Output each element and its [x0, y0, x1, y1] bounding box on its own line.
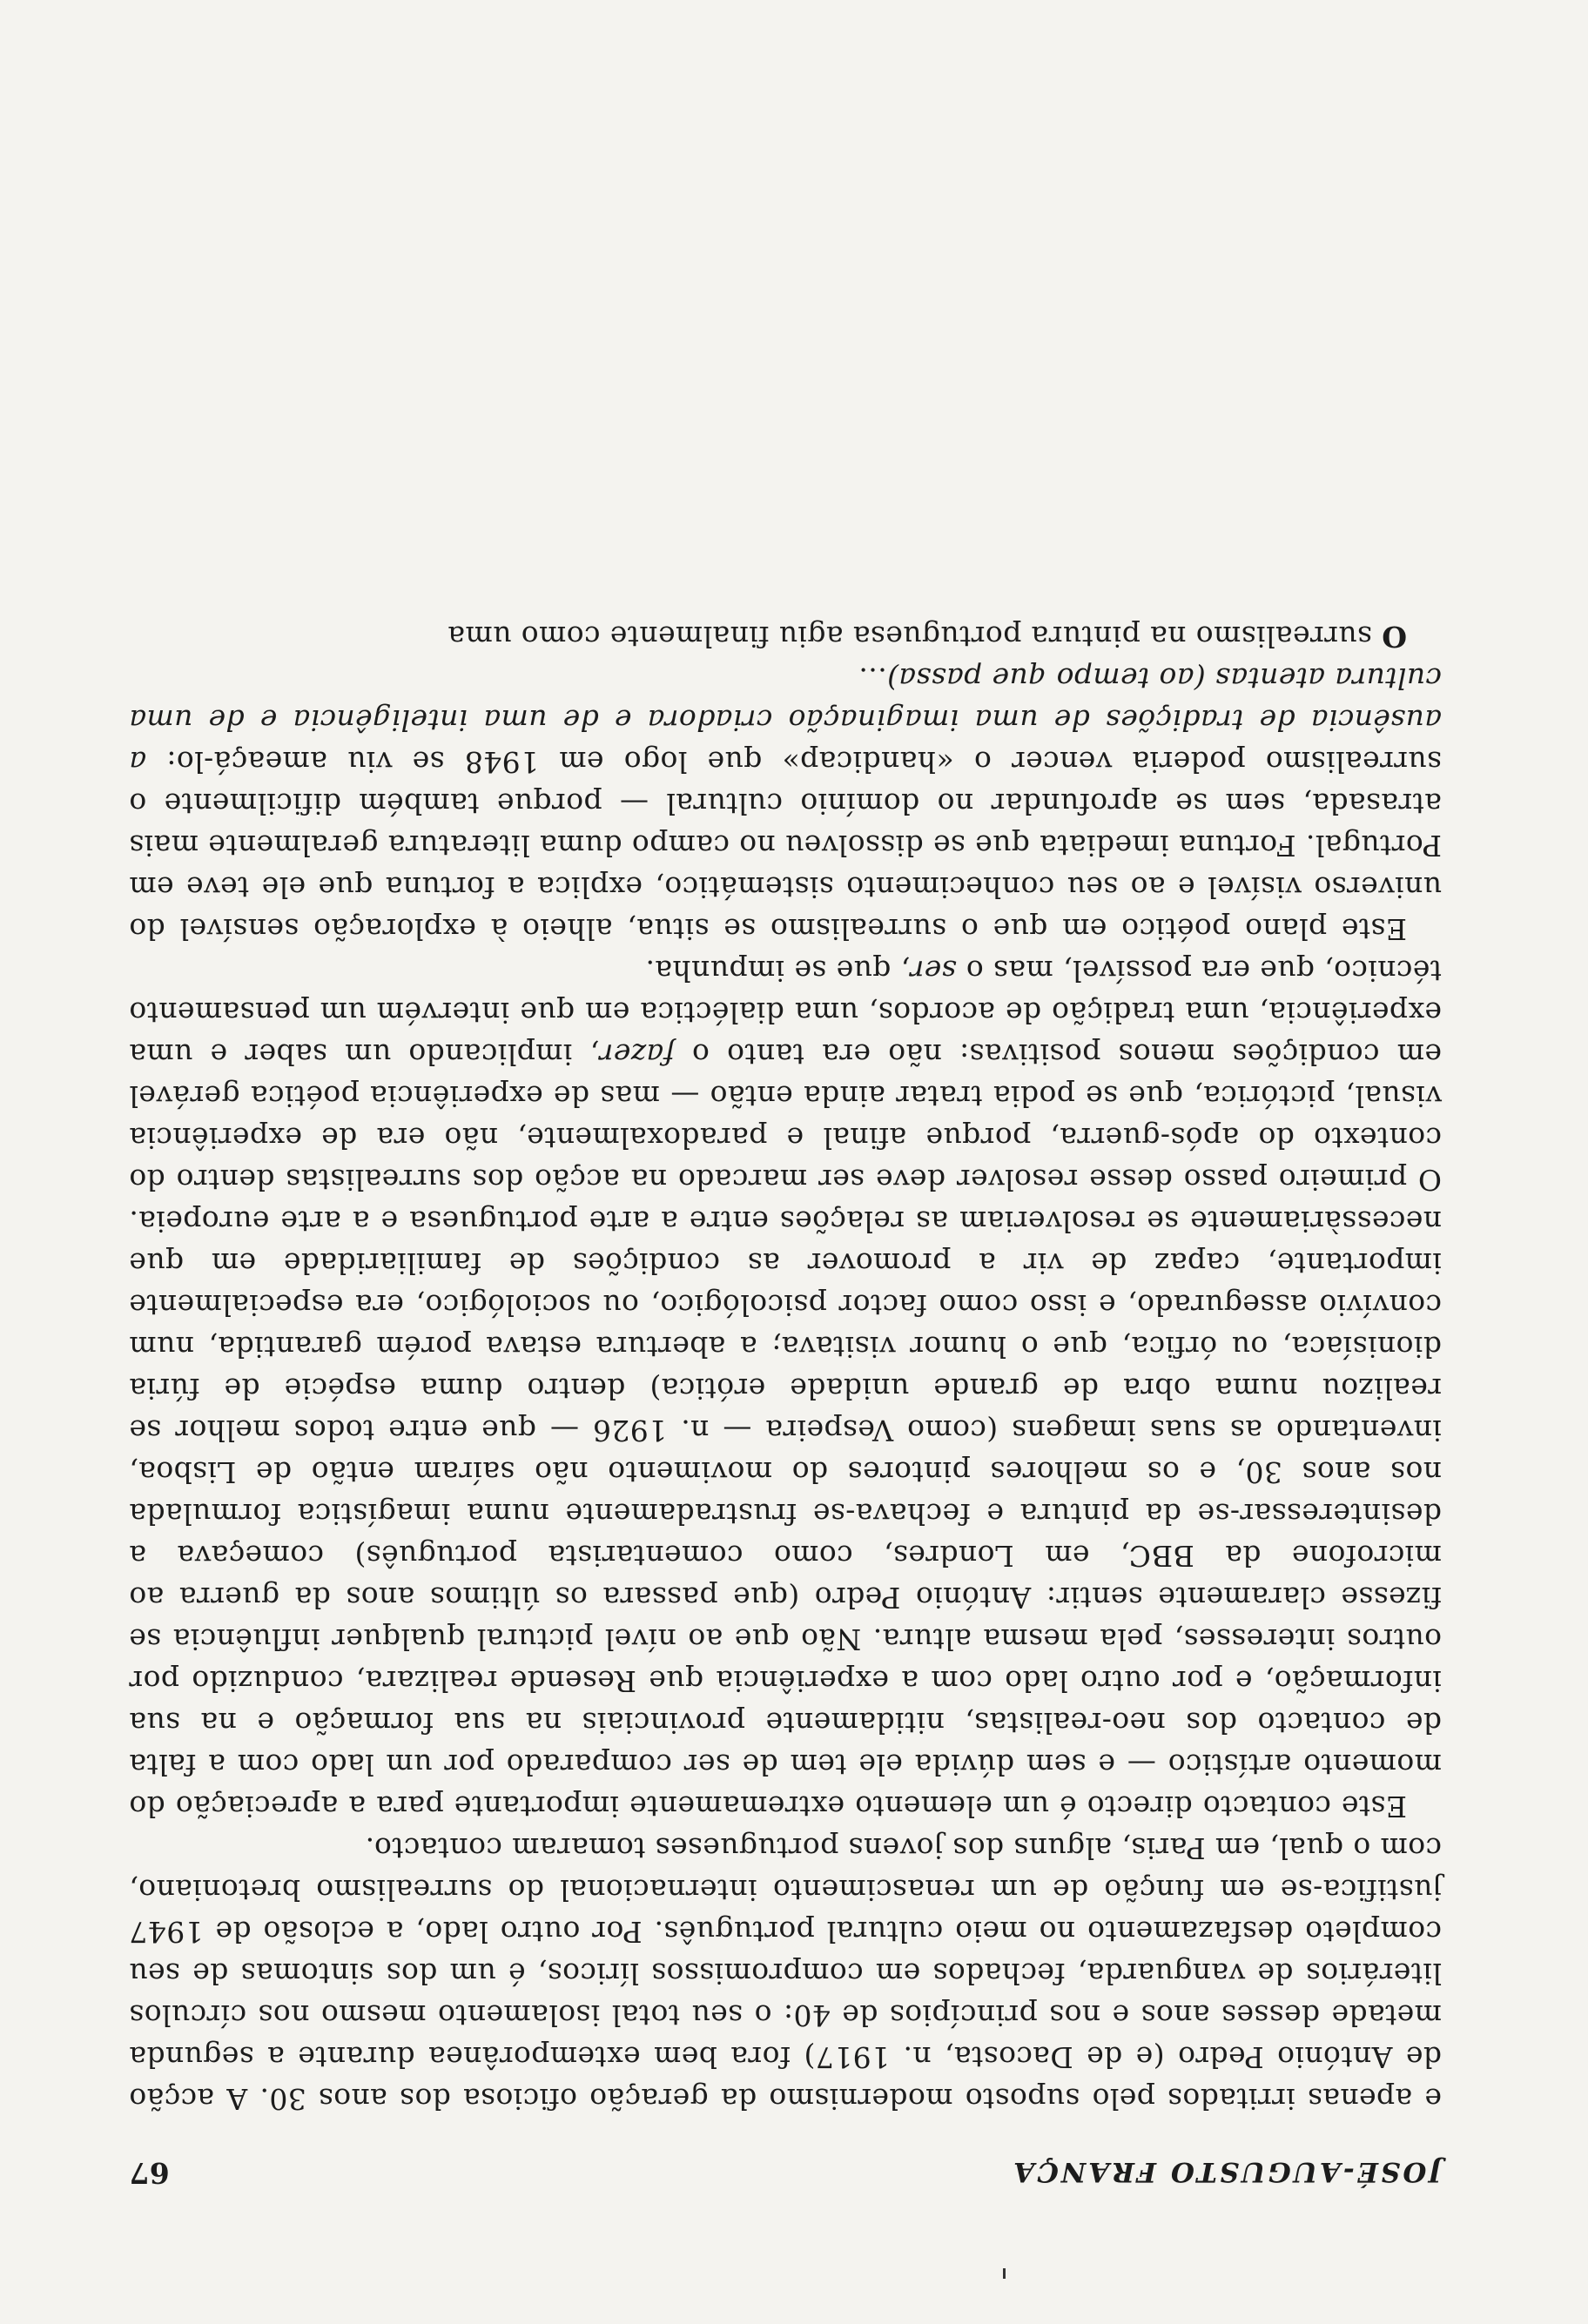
running-head-author: JOSÉ-AUGUSTO FRANÇA: [1011, 2156, 1442, 2187]
paragraph-2: [129, 950, 1442, 1827]
page-text-block: [129, 615, 1442, 2193]
paragraph-2-italic-ser: ser: [910, 954, 957, 988]
paragraph-2-end: , que se impunha.: [645, 954, 911, 988]
page-number: 67: [129, 2156, 170, 2190]
paragraph-3-text: Este plano poético em que o surrealismo se situa, alheio à exploração sensível do universo visível e ao seu conhecimento sistemático, explica a fortuna que ele teve em Portugal. Fortuna imediata que se dissolveu no campo duma literatura geralmente mais atrasada, sem se aprofundar no domínio cultural — porque também dificilmente o surrealismo poderia vencer o «handicap» que logo em 1948 se viu ameaçá-lo:: [129, 745, 1442, 946]
paragraph-1: e apenas irritados pelo suposto modernismo da geração oficiosa dos anos 30. A acção de António Pedro (e de Dacosta, n. 1917) fora bem extemporânea durante a segunda metade desses anos e nos princípios de 40: o seu total isolamento mesmo nos círculos literários de vanguarda, fechados em compromissos líricos, é um dos sintomas de seu completo desfazamento no meio cultural português. Por outro lado, a eclosão de 1947 justifica-se em função de um renascimento internacional do surrealismo bretoniano, com o qual, em Paris, alguns dos jovens portugueses tomaram contacto.: [129, 1831, 1442, 2116]
paragraph-3-ellipsis: ...: [858, 662, 887, 695]
running-head: [129, 2151, 1442, 2193]
paragraph-4: [129, 615, 1442, 657]
paragraph-4-initial: O: [1381, 620, 1407, 654]
paragraph-2-italic-fazer: fazer: [599, 1038, 675, 1071]
paragraph-2-mid: , implicando um saber e uma experiência, uma tradição de acordos, uma dialéctica em que intervém um pensamento técnico, que era possível, mas o: [128, 954, 1442, 1071]
paragraph-4-text: surrealismo na pintura portuguesa agiu finalmente como uma: [447, 620, 1372, 654]
paragraph-3-italic-quote: a ausência de tradições de uma imaginação criadora e de uma inteligência e de uma cultura atentas (ao tempo que passa): [129, 662, 1442, 779]
paragraph-3: [129, 657, 1442, 950]
scan-speck: [1003, 2268, 1006, 2279]
paragraph-2-text: Este contacto directo é um elemento extremamente importante para a apreciação do momento artístico — e sem dúvida ele tem de ser comparado por um lado com a falta de contacto dos neo-realistas, nitidamente provinciais na sua formação e na sua informação, e por outro lado com a experiência que Resende realizara, conduzido por outros interesses, pela mesma altura. Não que ao nível pictural qualquer influência se fizesse claramente sentir: António Pedro (que passara os últimos anos da guerra ao microfone da BBC, em Londres, como comentarista português) começava a desinteressar-se da pintura e fechava-se frustradamente numa imagística formulada nos anos 30, e os melhores pintores do movimento não saíram então de Lisboa, inventando as suas imagens (como Vespeira — n. 1926 — que entre todos melhor se realizou numa obra de grande unidade erótica) dentro duma espécie de fúria dionisíaca, ou órfica, que o humor visitava; a abertura estava porém garantida, num convívio assegurado, e isso como factor psicológico, ou sociológico, era especialmente importante, capaz de vir a promover as condições de familiaridade em que necessàriamente se resolveriam as relações entre a arte portuguesa e a arte europeia. O primeiro passo desse resolver deve ser marcado na acção dos surrealistas dentro do contexto do após-guerra, porque afinal e paradoxalmente, não era de experiência visual, pictórica, que se podia tratar ainda então — mas de experiência poética gerável em condições menos positivas: não era tanto o: [129, 1038, 1442, 1824]
